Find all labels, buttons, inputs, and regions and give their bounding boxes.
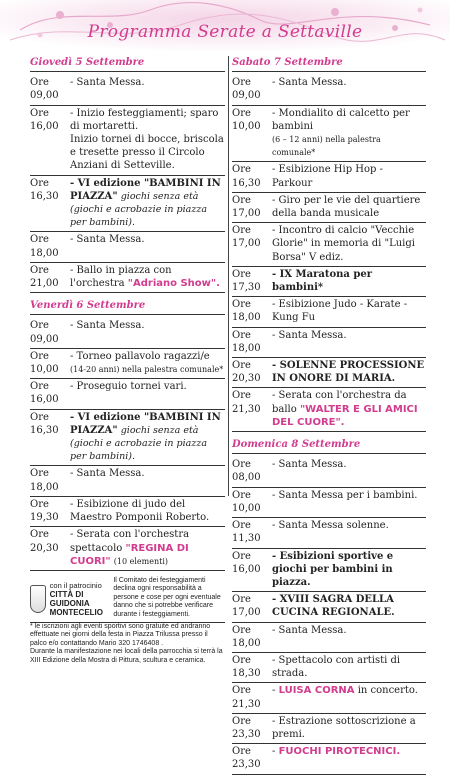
schedule-row: Ore 16,00 - Esibizioni sportive e giochi per bambini in piazza. xyxy=(232,549,426,593)
day-heading: Domenica 8 Settembre xyxy=(232,438,426,454)
page-title: Programma Serate a Settaville xyxy=(87,22,363,42)
schedule-row: Ore 23,30 - Estrazione sottoscrizione a premi. xyxy=(232,714,426,744)
floral-header xyxy=(0,0,450,55)
schedule-row: Ore 21,30 - LUISA CORNA in concerto. xyxy=(232,683,426,713)
schedule-row: Ore 08,00 - Santa Messa. xyxy=(232,457,426,487)
schedule-row: Ore 18,00 - Esibizione Judo - Karate - Kung Fu xyxy=(232,297,426,327)
schedule-row: Ore 16,30 - VI edizione "BAMBINI IN PIAZZA" giochi senza età (giochi e acrobazie in piazza per bambini). xyxy=(30,410,225,467)
schedule-row: Ore 09,00 - Santa Messa. xyxy=(232,75,426,105)
day-sunday xyxy=(232,438,426,774)
city-crest-icon xyxy=(30,585,46,613)
schedule-row: Ore 16,00 - Proseguio tornei vari. xyxy=(30,379,225,409)
patronage: con il patrocinio CITTÀ DI GUIDONIA MONTECELIO xyxy=(30,579,107,619)
schedule-row: Ore 21,30 - Serata con l'orchestra da ballo "WALTER E GLI AMICI DEL CUORE". xyxy=(232,388,426,432)
footnote-exhibition: Durante la manifestazione nei locali della parrocchia si terrà la XIII Edizione della Mostra di Pittura, scultura e ceramica. xyxy=(30,648,223,664)
schedule-row: Ore 17,30 - IX Maratona per bambini* xyxy=(232,267,426,297)
schedule-row: Ore 10,00 - Mondialito di calcetto per bambini (6 – 12 anni) nella palestra comunale* xyxy=(232,106,426,163)
schedule-row: Ore 11,30 - Santa Messa solenne. xyxy=(232,518,426,548)
schedule-row: Ore 17,00 - XVIII SAGRA DELLA CUCINA REGIONALE. xyxy=(232,592,426,622)
schedule-row: Ore 17,00 - Incontro di calcio "Vecchie Glorie" in memoria di "Luigi Borsa" V ediz. xyxy=(232,223,426,267)
schedule-row: Ore 23,30 - FUOCHI PIROTECNICI. xyxy=(232,744,426,774)
performer-name: LUISA CORNA xyxy=(278,685,355,697)
orchestra-name: "Adriano Show". xyxy=(127,278,220,290)
day-heading: Sabato 7 Settembre xyxy=(232,56,426,72)
schedule-row: Ore 18,00 - Santa Messa. xyxy=(232,328,426,358)
schedule-row: Ore 16,00 - Inizio festeggiamenti; sparo di mortaretti. Inizio tornei di bocce, briscola e tresette presso il Circolo Anziani di Setteville. xyxy=(30,106,225,176)
schedule-row: Ore 09,00 - Santa Messa. xyxy=(30,318,225,348)
schedule-row: Ore 21,00 - Ballo in piazza con l'orchestra "Adriano Show". xyxy=(30,263,225,293)
schedule-row: Ore 10,00 - Torneo pallavolo ragazzi/e (14-20 anni) nella palestra comunale* xyxy=(30,349,225,379)
schedule-row: Ore 20,30 - SOLENNE PROCESSIONE IN ONORE DI MARIA. xyxy=(232,358,426,388)
disclaimer-text: Il Comitato dei festeggiamenti declina ogni responsabilità a persone e cose per ogni eventuale danno che si potrebbe verificare durante i festeggiamenti. xyxy=(113,576,221,618)
schedule-row: Ore 09,00 - Santa Messa. xyxy=(30,75,225,105)
schedule-row: Ore 18,00 - Santa Messa. xyxy=(30,466,225,496)
day-heading: Venerdì 6 Settembre xyxy=(30,299,225,315)
schedule-row: Ore 17,00 - Giro per le vie del quartiere della banda musicale xyxy=(232,193,426,223)
left-column xyxy=(30,56,225,665)
day-heading: Giovedì 5 Settembre xyxy=(30,56,225,72)
fireworks-label: FUOCHI PIROTECNICI. xyxy=(278,746,401,758)
schedule-row: Ore 18,00 - Santa Messa. xyxy=(30,232,225,262)
schedule-row: Ore 10,00 - Santa Messa per i bambini. xyxy=(232,488,426,518)
schedule-row: Ore 20,30 - Serata con l'orchestra spettacolo "REGINA DI CUORI" (10 elementi) xyxy=(30,527,225,571)
orchestra-name: "WALTER E GLI AMICI DEL CUORE". xyxy=(272,403,418,428)
schedule-row: Ore 18,30 - Spettacolo con artisti di strada. xyxy=(232,653,426,683)
schedule-row: Ore 18,00 - Santa Messa. xyxy=(232,623,426,653)
day-thursday xyxy=(30,56,225,293)
schedule-row: Ore 16,30 - Esibizione Hip Hop - Parkour xyxy=(232,162,426,192)
column-divider xyxy=(228,56,229,496)
footnote: * le iscrizioni agli eventi sportivi sono gratuite ed andranno effettuate nei giorni della festa in Piazza Trilussa presso il palco e/o contattando Mario 320 1746408 . xyxy=(30,622,211,647)
schedule-row: Ore 19,30 - Esibizione di judo del Maestro Pomponii Roberto. xyxy=(30,497,225,527)
orchestra-name: "REGINA DI CUORI" xyxy=(70,542,189,567)
patronage-box xyxy=(30,577,225,623)
schedule-row: Ore 16,30 - VI edizione "BAMBINI IN PIAZZA" giochi senza età (giochi e acrobazie in piazza per bambini). xyxy=(30,176,225,233)
day-friday xyxy=(30,299,225,571)
right-column xyxy=(232,56,426,781)
day-saturday xyxy=(232,56,426,432)
